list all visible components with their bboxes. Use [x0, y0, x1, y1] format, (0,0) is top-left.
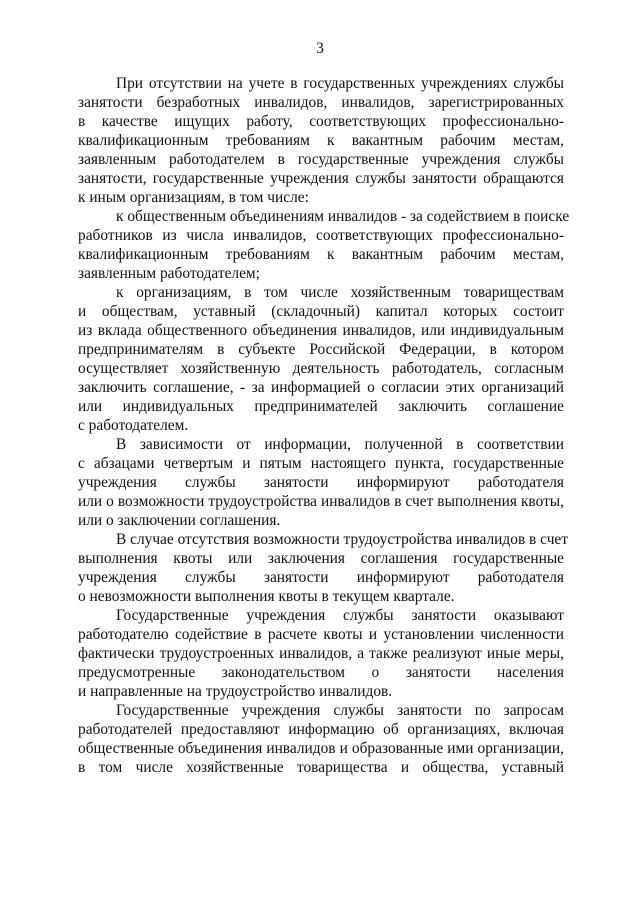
- text-line: выполнения квоты или заключения соглашения государственные: [78, 550, 564, 567]
- text-line: предусмотренные законодательством о занятости населения: [78, 664, 564, 681]
- text-line: квалификационным требованиям к вакантным рабочим местам,: [78, 246, 564, 263]
- text-line: В зависимости от информации, полученной в соответствии: [116, 436, 564, 453]
- text-line: или о возможности трудоустройства инвалидов в счет выполнения квоты,: [78, 493, 564, 510]
- text-line: общественные объединения инвалидов и образованные ими организации,: [78, 740, 564, 757]
- text-line: Государственные учреждения службы занятости оказывают: [116, 607, 564, 624]
- page-number: 3: [316, 40, 324, 57]
- text-line: к иным организациям, в том числе:: [78, 189, 309, 206]
- text-line: заявленным работодателем в государственные учреждения службы: [78, 151, 564, 168]
- text-line: или о заключении соглашения.: [78, 512, 281, 529]
- text-line: или индивидуальных предпринимателей заключить соглашение: [78, 398, 564, 415]
- text-line: к общественным объединениям инвалидов - за содействием в поиске: [116, 208, 570, 225]
- text-line: осуществляет хозяйственную деятельность работодатель, согласным: [78, 360, 564, 377]
- text-line: работников из числа инвалидов, соответствующих профессионально-: [78, 227, 564, 244]
- text-line: занятости, государственные учреждения службы занятости обращаются: [78, 170, 564, 187]
- text-line: из вклада общественного объединения инвалидов, или индивидуальным: [78, 322, 564, 339]
- text-line: предпринимателям в субъекте Российской Федерации, в котором: [78, 341, 564, 358]
- text-line: В случае отсутствия возможности трудоустройства инвалидов в счет: [116, 531, 568, 548]
- text-line: фактически трудоустроенных инвалидов, а также реализуют иные меры,: [78, 645, 564, 662]
- text-line: работодателю содействие в расчете квоты и установлении численности: [78, 626, 564, 643]
- text-line: учреждения службы занятости информируют работодателя: [78, 474, 564, 491]
- text-line: о невозможности выполнения квоты в текущем квартале.: [78, 588, 455, 605]
- text-line: занятости безработных инвалидов, инвалидов, зарегистрированных: [78, 94, 564, 111]
- text-line: заявленным работодателем;: [78, 265, 260, 282]
- text-line: работодателей предоставляют информацию об организациях, включая: [78, 721, 564, 738]
- document-body: [78, 74, 570, 777]
- text-line: заключить соглашение, - за информацией о согласии этих организаций: [78, 379, 564, 396]
- text-line: и направленные на трудоустройство инвалидов.: [78, 683, 393, 700]
- text-line: к организациям, в том числе хозяйственным товариществам: [116, 284, 564, 301]
- text-line: в том числе хозяйственные товарищества и общества, уставный: [78, 759, 564, 776]
- text-line: с работодателем.: [78, 417, 189, 434]
- text-line: учреждения службы занятости информируют работодателя: [78, 569, 564, 586]
- text-line: с абзацами четвертым и пятым настоящего пункта, государственные: [78, 455, 564, 472]
- text-line: При отсутствии на учете в государственных учреждениях службы: [116, 75, 564, 92]
- text-line: и обществам, уставный (складочный) капитал которых состоит: [78, 303, 564, 320]
- text-line: в качестве ищущих работу, соответствующих профессионально-: [78, 113, 564, 130]
- text-line: квалификационным требованиям к вакантным рабочим местам,: [78, 132, 564, 149]
- text-line: Государственные учреждения службы занятости по запросам: [116, 702, 564, 719]
